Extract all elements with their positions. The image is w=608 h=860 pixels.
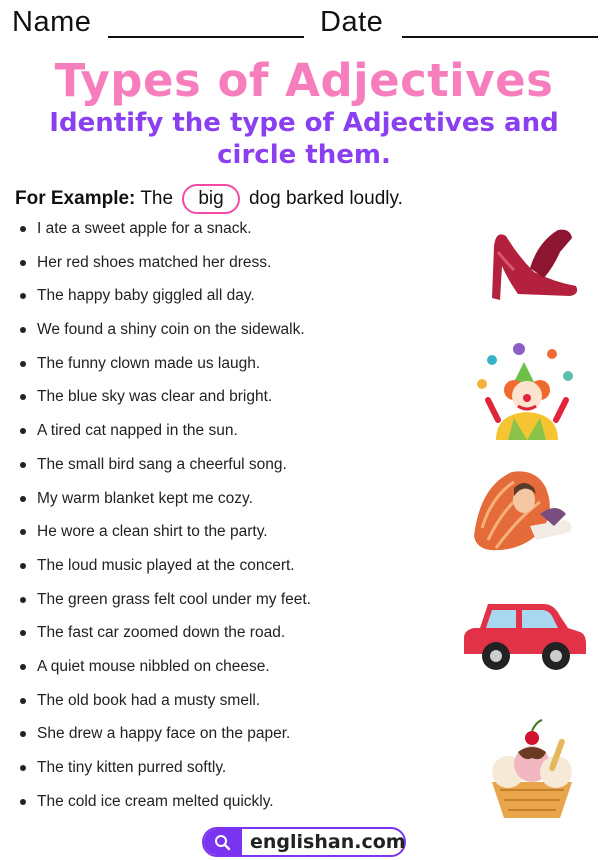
sentence-item: A tired cat napped in the sun. (0, 414, 311, 448)
sentence-list (0, 212, 311, 818)
red-shoe-icon (478, 222, 582, 304)
name-label: Name (12, 6, 92, 38)
search-icon (204, 829, 242, 855)
blanket-child-icon (470, 466, 578, 554)
example-before: The (140, 188, 174, 209)
example-after: dog barked loudly. (248, 188, 403, 209)
sentence-item: The small bird sang a cheerful song. (0, 448, 311, 482)
date-label: Date (320, 6, 384, 38)
sentence-item: He wore a clean shirt to the party. (0, 515, 311, 549)
sentence-item: The cold ice cream melted quickly. (0, 785, 311, 819)
sentence-item: The blue sky was clear and bright. (0, 380, 311, 414)
sentence-item: She drew a happy face on the paper. (0, 717, 311, 751)
page-title: Types of Adjectives (54, 54, 554, 107)
sentence-item: The happy baby giggled all day. (0, 279, 311, 313)
sentence-item: Her red shoes matched her dress. (0, 246, 311, 280)
sentence-item: The fast car zoomed down the road. (0, 616, 311, 650)
red-car-icon (462, 598, 586, 674)
sentence-item: A quiet mouse nibbled on cheese. (0, 650, 311, 684)
sentence-item: My warm blanket kept me cozy. (0, 482, 311, 516)
sentence-item: The green grass felt cool under my feet. (0, 583, 311, 617)
sentence-item: The loud music played at the concert. (0, 549, 311, 583)
sentence-item: The funny clown made us laugh. (0, 347, 311, 381)
name-date-row (0, 6, 608, 42)
name-line[interactable] (108, 36, 304, 38)
date-line[interactable] (402, 36, 598, 38)
juggling-clown-icon (474, 340, 580, 444)
circled-example-word: big (182, 184, 239, 214)
example-sentence (15, 184, 403, 214)
example-label: For Example: (15, 188, 136, 209)
instructions: Identify the type of Adjectives and circle them. (49, 108, 559, 170)
site-url: englishan.com (250, 831, 406, 853)
sentence-item: The tiny kitten purred softly. (0, 751, 311, 785)
sentence-item: The old book had a musty smell. (0, 684, 311, 718)
sentence-item: We found a shiny coin on the sidewalk. (0, 313, 311, 347)
site-badge[interactable] (202, 827, 406, 857)
sentence-item: I ate a sweet apple for a snack. (0, 212, 311, 246)
ice-cream-icon (484, 718, 580, 822)
